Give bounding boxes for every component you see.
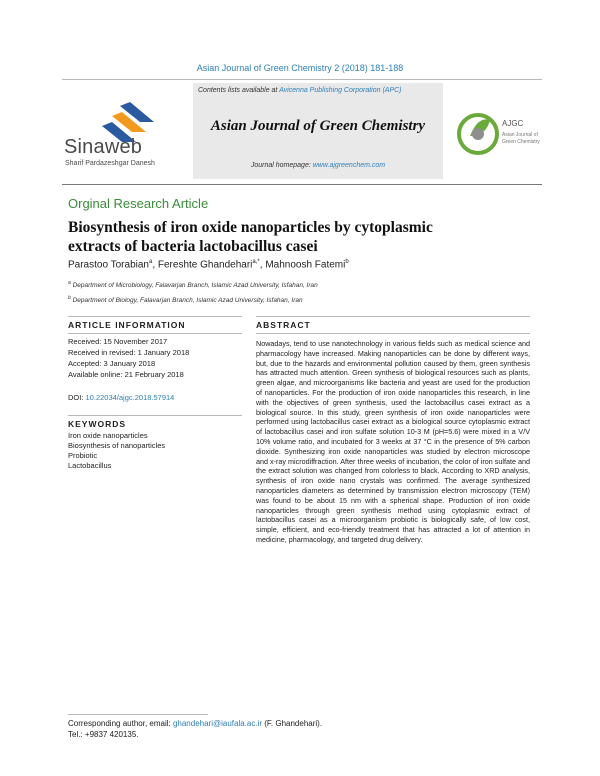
keyword: Probiotic bbox=[68, 451, 98, 460]
info-rule-bottom bbox=[68, 333, 242, 334]
keyword: Iron oxide nanoparticles bbox=[68, 431, 148, 440]
keywords-rule bbox=[68, 415, 242, 416]
leaf-icon bbox=[459, 115, 497, 153]
keyword: Lactobacillus bbox=[68, 461, 112, 470]
info-rule-top bbox=[68, 316, 242, 317]
doi-link[interactable]: 10.22034/ajgc.2018.57914 bbox=[85, 393, 175, 402]
logo-line1: Asian Journal of bbox=[502, 132, 538, 138]
journal-homepage bbox=[193, 162, 443, 169]
footnote-rule bbox=[68, 714, 208, 715]
header-rule bbox=[62, 79, 542, 80]
author-name: Parastoo Torabian bbox=[68, 259, 149, 271]
article-info-heading: ARTICLE INFORMATION bbox=[68, 320, 186, 330]
running-head: Asian Journal of Green Chemistry 2 (2018) 181-188 bbox=[196, 63, 404, 73]
abstract-text: Nowadays, tend to use nanotechnology in various fields such as medical science and pharmacology have increased. Making nanoparticles can be done by different ways, but, due to the hazards and environmental pollution caused by them, green synthesis has attracted much attention. Green synthesis of biological resources such as plants, green algae, and microorganisms like bacteria and yeast are used for the production of nanoparticles. For the production of iron oxide nanoparticles this research, in line with the objectives of green synthesis, used the lactobacillus casei extract as a biological source. In this study, green synthesis of iron oxide nanoparticles were performed using lactobacillus casei extract as a biological source cytoplasmic extract of lactobacillus casei and iron sulfate solution 10-3 M (pH=5.6) were mixed in a V/V 10% volume ratio, and incubated for 3 weeks at 37 °C in the presence of 5% carbon dioxide. Synthesizing iron oxide nanoparticles was studied by electron microscope and x-ray microdiffraction. After three weeks of incubation, the color of iron sulfate and the extract solution was changed from colorless to black. According to XRD analysis, synthesis of iron oxide nano crystals was confirmed. The average synthesized nanoparticles diameters as determined by transmission electron microscopy (TEM) was found to be about 15 nm with a spherical shape. Production of iron oxide nanoparticles through green synthesis method using cytoplasmic extract of lactobacillus casei as a microorganism probiotic is biologically safe, of low cost, simple, efficient, and eco-friendly treatment that has attracted a lot of attention in medicine, pharmacology, and targeted drug delivery. bbox=[256, 339, 530, 544]
publisher-subtitle: Sharif Pardazeshgar Danesh bbox=[65, 160, 155, 167]
keyword: Biosynthesis of nanoparticles bbox=[68, 441, 166, 450]
homepage-link[interactable]: www.ajgreenchem.com bbox=[312, 162, 386, 169]
affiliation-text: Department of Biology, Falavarjan Branch, Islamic Azad University, Isfahan, Iran bbox=[70, 297, 303, 305]
corr-prefix: Corresponding author, email: bbox=[68, 719, 173, 728]
abstract-rule-top bbox=[256, 316, 530, 317]
publisher-link[interactable]: Avicenna Publishing Corporation (APC) bbox=[279, 87, 402, 94]
author-sup: a bbox=[148, 259, 153, 265]
homepage-label: Journal homepage: bbox=[250, 162, 313, 169]
telephone: Tel.: +9837 420135. bbox=[68, 730, 139, 739]
affiliation-text: Department of Microbiology, Falavarjan Branch, Islamic Azad University, Isfahan, Iran bbox=[70, 282, 318, 290]
corr-email-link[interactable]: ghandehari@iaufala.ac.ir bbox=[172, 719, 263, 728]
doi-label: DOI: bbox=[68, 393, 86, 402]
affiliation-sup: b bbox=[68, 295, 71, 301]
abstract-rule-bottom bbox=[256, 333, 530, 334]
contents-prefix: Contents lists available at bbox=[198, 87, 280, 94]
logo-acronym: AJGC bbox=[502, 119, 524, 128]
ajgc-logo bbox=[456, 96, 542, 172]
accepted-date: Accepted: 3 January 2018 bbox=[68, 359, 156, 368]
affiliation-sup: a bbox=[68, 280, 71, 286]
journal-title: Asian Journal of Green Chemistry bbox=[210, 118, 426, 134]
author-name: Fereshte Ghandehari bbox=[157, 259, 253, 271]
author-sup: a,* bbox=[252, 259, 260, 265]
keywords-heading: KEYWORDS bbox=[68, 419, 127, 429]
corresponding-author bbox=[68, 718, 322, 729]
received-date: Received: 15 November 2017 bbox=[68, 337, 168, 346]
author-list: Parastoo Torabian$^a$, Fereshte Ghandehari$^{a,*}$, Mahnoosh Fatemi$^b$ bbox=[68, 259, 349, 271]
doi bbox=[68, 393, 174, 402]
abstract-heading: ABSTRACT bbox=[256, 320, 311, 330]
affiliation bbox=[68, 280, 318, 289]
corr-suffix: (F. Ghandehari). bbox=[262, 719, 323, 728]
online-date: Available online: 21 February 2018 bbox=[68, 370, 184, 379]
affiliation bbox=[68, 295, 303, 304]
logo-line2: Green Chemistry bbox=[502, 139, 540, 145]
footnote bbox=[68, 718, 322, 740]
revised-date: Received in revised: 1 January 2018 bbox=[68, 348, 190, 357]
contents-line bbox=[198, 87, 402, 94]
article-title: Biosynthesis of iron oxide nanoparticles by cytoplasmic extracts of bacteria lactobacillus casei bbox=[68, 219, 433, 255]
publisher-name: Sinaweb bbox=[64, 136, 143, 158]
header-bottom-rule bbox=[62, 184, 542, 185]
article-type: Orginal Research Article bbox=[68, 196, 209, 211]
author-name: Mahnoosh Fatemi bbox=[265, 259, 346, 271]
author-sup: b bbox=[345, 259, 349, 265]
